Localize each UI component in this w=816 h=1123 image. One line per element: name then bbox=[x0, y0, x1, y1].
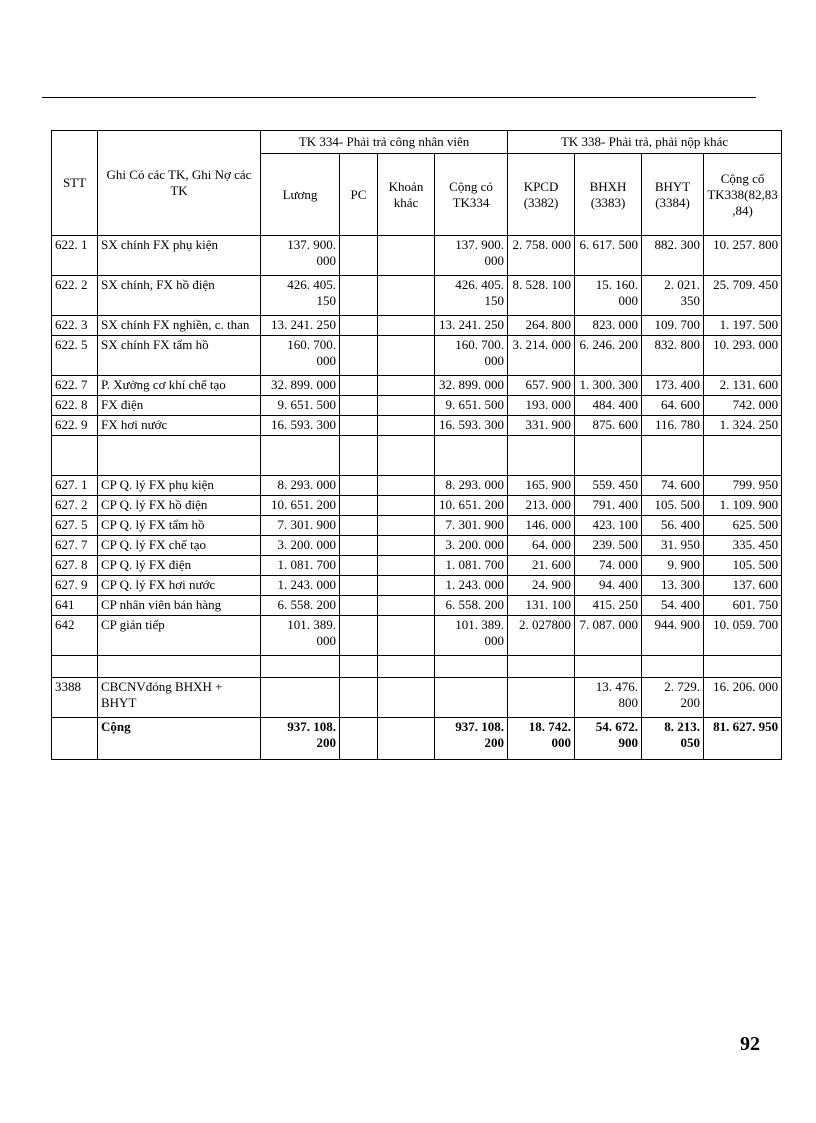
cell-khac bbox=[378, 596, 435, 616]
header-bhyt: BHYT (3384) bbox=[642, 154, 704, 236]
cell-luong: 3. 200. 000 bbox=[261, 536, 340, 556]
cell-bhyt: 64. 600 bbox=[642, 396, 704, 416]
cell-luong: 9. 651. 500 bbox=[261, 396, 340, 416]
cell-name: CP Q. lý FX phụ kiện bbox=[98, 476, 261, 496]
cell-pc bbox=[340, 536, 378, 556]
cell-cong338: 1. 197. 500 bbox=[704, 316, 782, 336]
cell-luong: 8. 293. 000 bbox=[261, 476, 340, 496]
cell-cong338: 335. 450 bbox=[704, 536, 782, 556]
cell-stt: 627. 2 bbox=[52, 496, 98, 516]
cell-cong334: 137. 900. 000 bbox=[435, 236, 508, 276]
cell-kpcd: 21. 600 bbox=[508, 556, 575, 576]
cell-cong338: 105. 500 bbox=[704, 556, 782, 576]
header-luong: Lương bbox=[261, 154, 340, 236]
cell-cong338: 625. 500 bbox=[704, 516, 782, 536]
cell-pc bbox=[340, 678, 378, 718]
cell-luong: 160. 700. 000 bbox=[261, 336, 340, 376]
cell-pc bbox=[340, 316, 378, 336]
cell-stt: 622. 8 bbox=[52, 396, 98, 416]
cell-bhyt: 56. 400 bbox=[642, 516, 704, 536]
cell-bhxh: 423. 100 bbox=[575, 516, 642, 536]
table-row bbox=[52, 616, 782, 656]
cell-pc bbox=[340, 236, 378, 276]
cell-bhxh: 239. 500 bbox=[575, 536, 642, 556]
header-tk334: TK 334- Phải trả công nhân viên bbox=[261, 131, 508, 154]
table-row bbox=[52, 276, 782, 316]
header-kpcd: KPCD (3382) bbox=[508, 154, 575, 236]
cell-bhxh: 875. 600 bbox=[575, 416, 642, 436]
cell-kpcd: 331. 900 bbox=[508, 416, 575, 436]
cell-bhxh: 15. 160. 000 bbox=[575, 276, 642, 316]
cell-stt: 622. 7 bbox=[52, 376, 98, 396]
cell-luong: 137. 900. 000 bbox=[261, 236, 340, 276]
cell-name bbox=[98, 656, 261, 678]
cell-stt: 622. 9 bbox=[52, 416, 98, 436]
cell-khac bbox=[378, 336, 435, 376]
cell-bhxh: 791. 400 bbox=[575, 496, 642, 516]
cell-cong334: 7. 301. 900 bbox=[435, 516, 508, 536]
cell-bhxh bbox=[575, 656, 642, 678]
cell-pc bbox=[340, 576, 378, 596]
cell-stt: 641 bbox=[52, 596, 98, 616]
cell-pc bbox=[340, 516, 378, 536]
cell-bhyt: 31. 950 bbox=[642, 536, 704, 556]
cell-name: FX điện bbox=[98, 396, 261, 416]
header-ghi-co: Ghi Có các TK, Ghi Nợ các TK bbox=[98, 131, 261, 236]
cell-bhyt: 13. 300 bbox=[642, 576, 704, 596]
header-stt: STT bbox=[52, 131, 98, 236]
cell-khac bbox=[378, 678, 435, 718]
cell-khac bbox=[378, 536, 435, 556]
cell-kpcd: 2. 758. 000 bbox=[508, 236, 575, 276]
cell-luong: 10. 651. 200 bbox=[261, 496, 340, 516]
cell-bhxh: 823. 000 bbox=[575, 316, 642, 336]
cell-name: CP nhân viên bán hàng bbox=[98, 596, 261, 616]
cell-cong338: 10. 257. 800 bbox=[704, 236, 782, 276]
cell-kpcd: 146. 000 bbox=[508, 516, 575, 536]
cell-cong334 bbox=[435, 436, 508, 476]
cell-pc bbox=[340, 616, 378, 656]
header-cong-co-338: Cộng cố TK338(82,83 ,84) bbox=[704, 154, 782, 236]
cell-kpcd: 24. 900 bbox=[508, 576, 575, 596]
cell-bhyt: 9. 900 bbox=[642, 556, 704, 576]
table-row bbox=[52, 316, 782, 336]
total-bhyt: 8. 213. 050 bbox=[642, 718, 704, 760]
cell-luong: 426. 405. 150 bbox=[261, 276, 340, 316]
cell-bhyt: 832. 800 bbox=[642, 336, 704, 376]
cell-cong338 bbox=[704, 656, 782, 678]
cell-khac bbox=[378, 576, 435, 596]
total-pc bbox=[340, 718, 378, 760]
cell-cong338: 742. 000 bbox=[704, 396, 782, 416]
cell-name: CP Q. lý FX chế tạo bbox=[98, 536, 261, 556]
cell-bhyt: 74. 600 bbox=[642, 476, 704, 496]
cell-kpcd: 165. 900 bbox=[508, 476, 575, 496]
table-row bbox=[52, 416, 782, 436]
cell-bhxh: 94. 400 bbox=[575, 576, 642, 596]
cell-khac bbox=[378, 376, 435, 396]
cell-bhxh: 559. 450 bbox=[575, 476, 642, 496]
cell-khac bbox=[378, 396, 435, 416]
cell-khac bbox=[378, 556, 435, 576]
total-cong338: 81. 627. 950 bbox=[704, 718, 782, 760]
cell-stt: 627. 5 bbox=[52, 516, 98, 536]
cell-kpcd: 64. 000 bbox=[508, 536, 575, 556]
cell-cong334: 13. 241. 250 bbox=[435, 316, 508, 336]
cell-bhyt: 944. 900 bbox=[642, 616, 704, 656]
total-cong334: 937. 108. 200 bbox=[435, 718, 508, 760]
cell-cong338: 10. 293. 000 bbox=[704, 336, 782, 376]
cell-bhxh: 6. 246. 200 bbox=[575, 336, 642, 376]
cell-stt bbox=[52, 656, 98, 678]
cell-name: CP Q. lý FX hồ điện bbox=[98, 496, 261, 516]
cell-luong: 6. 558. 200 bbox=[261, 596, 340, 616]
cell-khac bbox=[378, 416, 435, 436]
table-row bbox=[52, 656, 782, 678]
cell-cong338: 2. 131. 600 bbox=[704, 376, 782, 396]
cell-luong: 1. 243. 000 bbox=[261, 576, 340, 596]
table-row bbox=[52, 436, 782, 476]
cell-name: SX chính, FX hồ điện bbox=[98, 276, 261, 316]
cell-cong334: 101. 389. 000 bbox=[435, 616, 508, 656]
cell-pc bbox=[340, 276, 378, 316]
cell-pc bbox=[340, 396, 378, 416]
total-luong: 937. 108. 200 bbox=[261, 718, 340, 760]
cell-kpcd: 193. 000 bbox=[508, 396, 575, 416]
cell-kpcd bbox=[508, 436, 575, 476]
cell-kpcd: 657. 900 bbox=[508, 376, 575, 396]
cell-pc bbox=[340, 436, 378, 476]
table-row bbox=[52, 516, 782, 536]
table-row bbox=[52, 576, 782, 596]
cell-stt: 622. 1 bbox=[52, 236, 98, 276]
total-label: Cộng bbox=[98, 718, 261, 760]
cell-name: CBCNVđóng BHXH + BHYT bbox=[98, 678, 261, 718]
cell-khac bbox=[378, 316, 435, 336]
cell-stt bbox=[52, 436, 98, 476]
cell-bhyt bbox=[642, 436, 704, 476]
cell-luong bbox=[261, 656, 340, 678]
cell-cong334 bbox=[435, 678, 508, 718]
cell-cong334: 1. 243. 000 bbox=[435, 576, 508, 596]
cell-name bbox=[98, 436, 261, 476]
header-pc: PC bbox=[340, 154, 378, 236]
cell-bhyt bbox=[642, 656, 704, 678]
table-row bbox=[52, 236, 782, 276]
cell-pc bbox=[340, 476, 378, 496]
cell-pc bbox=[340, 376, 378, 396]
table-row bbox=[52, 476, 782, 496]
cell-luong: 101. 389. 000 bbox=[261, 616, 340, 656]
cell-bhyt: 2. 729. 200 bbox=[642, 678, 704, 718]
cell-bhxh: 13. 476. 800 bbox=[575, 678, 642, 718]
cell-bhxh: 484. 400 bbox=[575, 396, 642, 416]
cell-stt: 627. 8 bbox=[52, 556, 98, 576]
cell-name: CP gián tiếp bbox=[98, 616, 261, 656]
table-row bbox=[52, 596, 782, 616]
cell-kpcd bbox=[508, 656, 575, 678]
cell-cong334: 160. 700. 000 bbox=[435, 336, 508, 376]
cell-kpcd: 8. 528. 100 bbox=[508, 276, 575, 316]
total-kpcd: 18. 742. 000 bbox=[508, 718, 575, 760]
total-bhxh: 54. 672. 900 bbox=[575, 718, 642, 760]
cell-luong: 7. 301. 900 bbox=[261, 516, 340, 536]
cell-cong334: 9. 651. 500 bbox=[435, 396, 508, 416]
cell-bhxh: 415. 250 bbox=[575, 596, 642, 616]
cell-kpcd: 131. 100 bbox=[508, 596, 575, 616]
cell-cong334: 6. 558. 200 bbox=[435, 596, 508, 616]
cell-cong338: 601. 750 bbox=[704, 596, 782, 616]
total-stt bbox=[52, 718, 98, 760]
total-row bbox=[52, 718, 782, 760]
cell-khac bbox=[378, 236, 435, 276]
cell-name: CP Q. lý FX điện bbox=[98, 556, 261, 576]
cell-kpcd bbox=[508, 678, 575, 718]
cell-bhyt: 116. 780 bbox=[642, 416, 704, 436]
cell-cong334: 8. 293. 000 bbox=[435, 476, 508, 496]
cell-stt: 627. 9 bbox=[52, 576, 98, 596]
table-row bbox=[52, 376, 782, 396]
cell-stt: 627. 1 bbox=[52, 476, 98, 496]
cell-cong338: 1. 109. 900 bbox=[704, 496, 782, 516]
cell-pc bbox=[340, 596, 378, 616]
cell-bhxh bbox=[575, 436, 642, 476]
cell-cong334: 32. 899. 000 bbox=[435, 376, 508, 396]
cell-pc bbox=[340, 496, 378, 516]
cell-name: FX hơi nước bbox=[98, 416, 261, 436]
cell-stt: 622. 2 bbox=[52, 276, 98, 316]
cell-cong334: 426. 405. 150 bbox=[435, 276, 508, 316]
cell-khac bbox=[378, 476, 435, 496]
cell-bhxh: 1. 300. 300 bbox=[575, 376, 642, 396]
cell-stt: 3388 bbox=[52, 678, 98, 718]
cell-stt: 622. 5 bbox=[52, 336, 98, 376]
cell-luong: 1. 081. 700 bbox=[261, 556, 340, 576]
cell-kpcd: 2. 027800 bbox=[508, 616, 575, 656]
cell-bhyt: 2. 021. 350 bbox=[642, 276, 704, 316]
top-rule bbox=[42, 97, 756, 98]
cell-pc bbox=[340, 416, 378, 436]
cell-cong334 bbox=[435, 656, 508, 678]
cell-cong338: 16. 206. 000 bbox=[704, 678, 782, 718]
cell-luong: 32. 899. 000 bbox=[261, 376, 340, 396]
cell-bhxh: 74. 000 bbox=[575, 556, 642, 576]
cell-luong bbox=[261, 436, 340, 476]
cell-kpcd: 264. 800 bbox=[508, 316, 575, 336]
cell-bhyt: 105. 500 bbox=[642, 496, 704, 516]
cell-stt: 642 bbox=[52, 616, 98, 656]
cell-bhxh: 7. 087. 000 bbox=[575, 616, 642, 656]
cell-name: CP Q. lý FX tẩm hồ bbox=[98, 516, 261, 536]
table-body bbox=[52, 236, 782, 718]
header-khoan-khac: Khoản khác bbox=[378, 154, 435, 236]
cell-khac bbox=[378, 276, 435, 316]
cell-cong334: 1. 081. 700 bbox=[435, 556, 508, 576]
cell-cong338: 25. 709. 450 bbox=[704, 276, 782, 316]
cell-name: P. Xưởng cơ khí chế tạo bbox=[98, 376, 261, 396]
cell-kpcd: 213. 000 bbox=[508, 496, 575, 516]
cell-luong: 16. 593. 300 bbox=[261, 416, 340, 436]
header-tk338: TK 338- Phải trả, phải nộp khác bbox=[508, 131, 782, 154]
table-row bbox=[52, 336, 782, 376]
cell-cong338: 1. 324. 250 bbox=[704, 416, 782, 436]
cell-khac bbox=[378, 516, 435, 536]
cell-pc bbox=[340, 656, 378, 678]
cell-kpcd: 3. 214. 000 bbox=[508, 336, 575, 376]
total-khac bbox=[378, 718, 435, 760]
table-row bbox=[52, 396, 782, 416]
cell-khac bbox=[378, 656, 435, 678]
cell-cong334: 10. 651. 200 bbox=[435, 496, 508, 516]
cell-khac bbox=[378, 616, 435, 656]
cell-khac bbox=[378, 496, 435, 516]
cell-stt: 627. 7 bbox=[52, 536, 98, 556]
cell-cong338: 137. 600 bbox=[704, 576, 782, 596]
cell-cong334: 3. 200. 000 bbox=[435, 536, 508, 556]
cell-name: SX chính FX phụ kiện bbox=[98, 236, 261, 276]
header-cong-co-334: Cộng có TK334 bbox=[435, 154, 508, 236]
cell-bhyt: 882. 300 bbox=[642, 236, 704, 276]
cell-pc bbox=[340, 556, 378, 576]
salary-allocation-table bbox=[51, 130, 782, 760]
cell-luong: 13. 241. 250 bbox=[261, 316, 340, 336]
cell-cong334: 16. 593. 300 bbox=[435, 416, 508, 436]
cell-bhyt: 109. 700 bbox=[642, 316, 704, 336]
cell-cong338: 799. 950 bbox=[704, 476, 782, 496]
cell-bhyt: 54. 400 bbox=[642, 596, 704, 616]
table-row bbox=[52, 556, 782, 576]
cell-bhxh: 6. 617. 500 bbox=[575, 236, 642, 276]
cell-bhyt: 173. 400 bbox=[642, 376, 704, 396]
table-row bbox=[52, 536, 782, 556]
cell-stt: 622. 3 bbox=[52, 316, 98, 336]
page-number: 92 bbox=[740, 1033, 760, 1055]
cell-cong338 bbox=[704, 436, 782, 476]
table-row bbox=[52, 678, 782, 718]
cell-luong bbox=[261, 678, 340, 718]
cell-name: CP Q. lý FX hơi nước bbox=[98, 576, 261, 596]
cell-name: SX chính FX tẩm hồ bbox=[98, 336, 261, 376]
cell-pc bbox=[340, 336, 378, 376]
header-bhxh: BHXH (3383) bbox=[575, 154, 642, 236]
cell-khac bbox=[378, 436, 435, 476]
cell-name: SX chính FX nghiền, c. than bbox=[98, 316, 261, 336]
cell-cong338: 10. 059. 700 bbox=[704, 616, 782, 656]
table-row bbox=[52, 496, 782, 516]
